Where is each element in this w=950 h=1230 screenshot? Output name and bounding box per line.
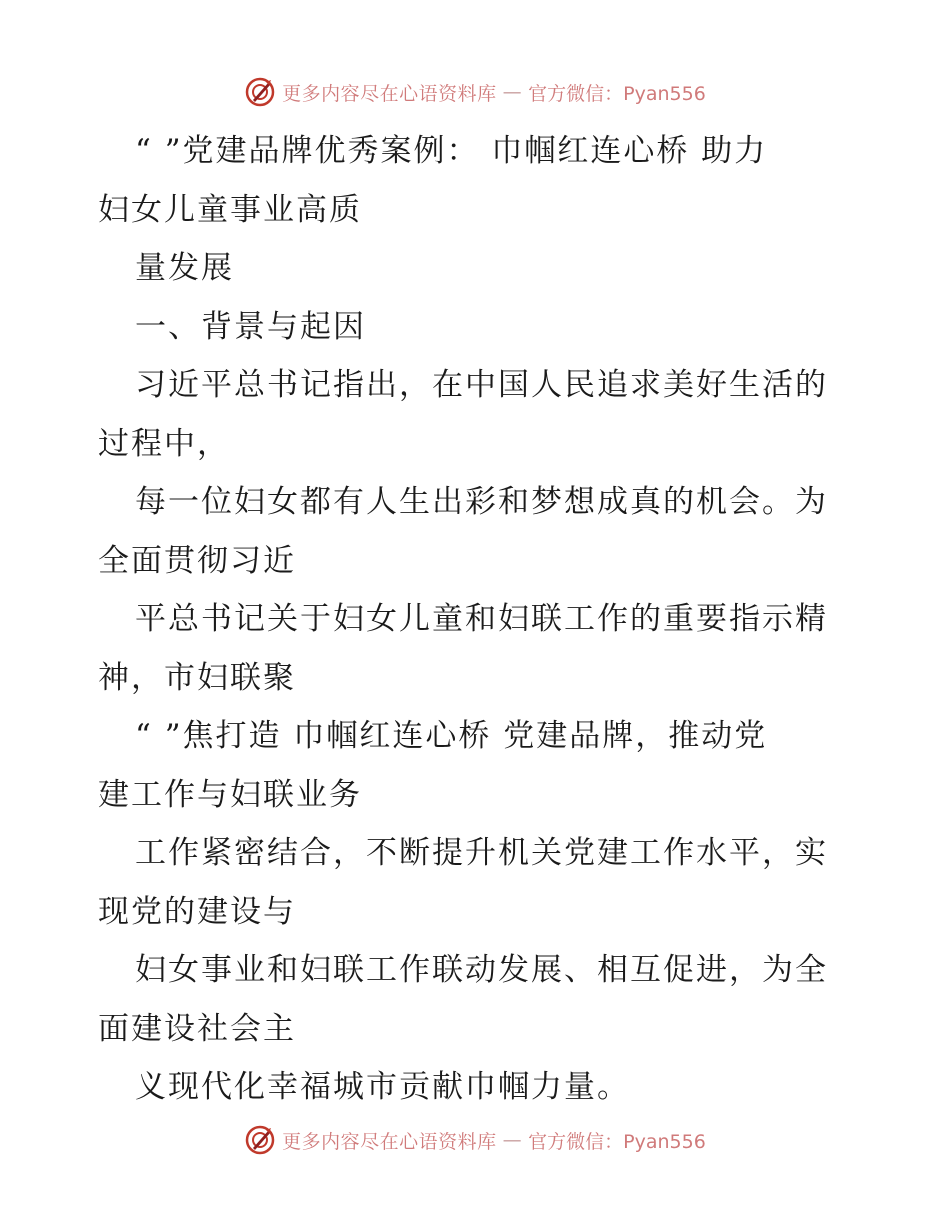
paragraph-line: 面建设社会主 <box>98 1010 296 1047</box>
watermark-text: 更多内容尽在心语资料库 <box>282 82 497 105</box>
watermark-text: 更多内容尽在心语资料库 <box>282 1130 497 1153</box>
title-line-1: “ ”党建品牌优秀案例： 巾帼红连心桥 助力 <box>135 133 768 169</box>
paragraph-line: 过程中， <box>98 425 230 462</box>
watermark-dash: — <box>502 81 523 103</box>
logo-icon <box>244 1124 276 1156</box>
document-body <box>98 122 858 1117</box>
paragraph-line: 神，市妇联聚 <box>98 659 296 696</box>
paragraph-line: 工作紧密结合，不断提升机关党建工作水平，实 <box>135 835 828 871</box>
paragraph-line: 现党的建设与 <box>98 893 296 930</box>
paragraph-line: 平总书记关于妇女儿童和妇联工作的重要指示精 <box>135 601 828 637</box>
paragraph-line: 妇女事业和妇联工作联动发展、相互促进，为全 <box>135 952 828 988</box>
title-line-3: 量发展 <box>135 250 234 286</box>
logo-icon <box>244 76 276 108</box>
section-heading: 一、背景与起因 <box>135 308 366 345</box>
paragraph-line: 义现代化幸福城市贡献巾帼力量。 <box>135 1069 630 1105</box>
paragraph-line: 每一位妇女都有人生出彩和梦想成真的机会。为 <box>135 484 828 520</box>
paragraph-line: 建工作与妇联业务 <box>98 776 362 813</box>
watermark-header <box>0 72 950 112</box>
watermark-footer <box>0 1120 950 1160</box>
watermark-dash: — <box>502 1129 523 1151</box>
paragraph-line: 全面贯彻习近 <box>98 542 296 579</box>
paragraph-line: “ ”焦打造 巾帼红连心桥 党建品牌，推动党 <box>135 718 768 754</box>
watermark-wechat: 官方微信：Pyan556 <box>528 1130 706 1153</box>
title-line-2: 妇女儿童事业高质 <box>98 191 362 228</box>
paragraph-line: 习近平总书记指出，在中国人民追求美好生活的 <box>135 367 828 403</box>
watermark-wechat: 官方微信：Pyan556 <box>528 82 706 105</box>
